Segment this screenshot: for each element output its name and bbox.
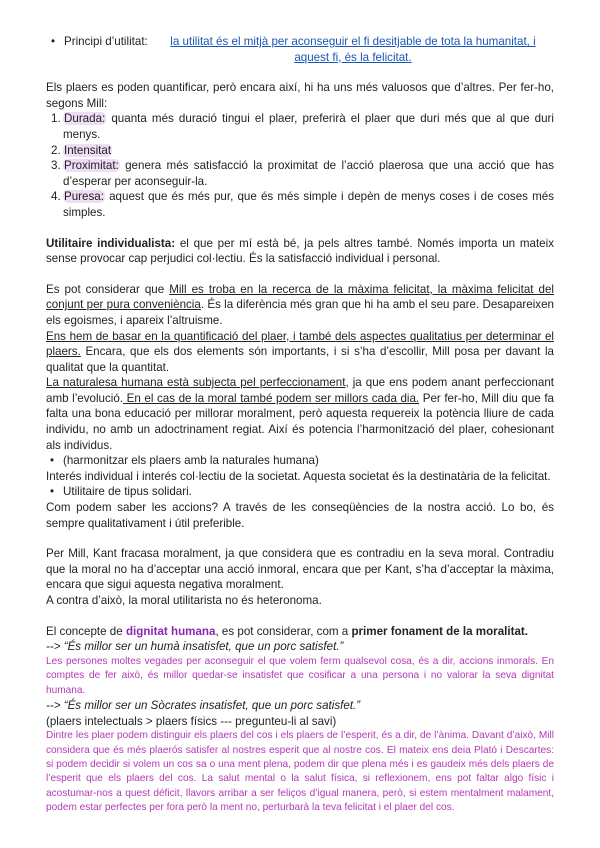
principi-utilitat-text: la utilitat és el mitjà per aconseguir el fi desitjable de tota la humanitat, i aquest fi, és la felicitat. — [170, 35, 536, 64]
text-run: Es pot considerar que — [46, 282, 170, 296]
underlined-text: La naturalesa humana està subjecta pel perfeccionament — [46, 376, 346, 390]
criteria-number: 4. — [51, 190, 61, 204]
quote-1: --> “És millor ser un humà insatisfet, que un porc satisfet.” — [46, 640, 344, 654]
criteria-item — [46, 111, 554, 142]
criteria-term: Proximitat: — [64, 159, 119, 173]
criteria-term: Durada: — [64, 112, 106, 126]
text-run: . És la diferència més gran que hi ha amb el seu pare. Desapareixen els egoismes, i apareix l’altruisme. — [46, 298, 555, 327]
bold-text: primer fonament de la moralitat. — [351, 624, 528, 638]
plaers-intro: Els plaers es poden quantificar, però encara així, hi ha uns més valuosos que d’altres. Per fer-ho, segons Mill: — [46, 81, 554, 110]
kant-paragraph: Per Mill, Kant fracasa moralment, ja que considera que es contradiu en la seva moral. Contradiu que la moral no ha d’acceptar una acció inmoral, encara que per Kant, s’ha d’acceptar la màxima, encara que sigui aquesta negativa moralment. — [46, 547, 554, 592]
mill-paragraph-3 — [46, 375, 554, 453]
mill-paragraph-2 — [46, 329, 554, 376]
accions-paragraph: Com podem saber les accions? A través de les conseqüències de la nostra acció. Lo bo, és sempre qualitativament i útil preferible. — [46, 501, 554, 530]
principi-utilitat-label: • Principi d’utilitat: — [64, 35, 148, 48]
text-run: , ja que ens podem anant perfeccionant amb l’evolució. — [46, 376, 554, 405]
solidari-bullet: • Utilitaire de tipus solidari. — [46, 484, 554, 500]
underlined-text: Mill es troba en la recerca de la màxima felicitat, la màxima felicitat del conjunt per pura conveniència — [46, 282, 554, 312]
quote-2: --> “És millor ser un Sòcrates insatisfet, que un porc satisfet.” — [46, 699, 361, 712]
criteria-number: 1. — [51, 112, 61, 126]
underlined-text: Ens hem de basar en la quantificació del plaer, i també dels aspectes qualitatius per determinar el plaers. — [46, 329, 554, 359]
plaers-comparison: (plaers intelectuals > plaers físics --- preguntеu-li al savi) — [46, 714, 337, 728]
heteronoma-line: A contra d’això, la moral utilitarista no és heteronoma. — [46, 594, 322, 607]
criteria-term: Intensitat — [64, 143, 112, 157]
interes-line: Interés individual i interés col·lectiu de la societat. Aquesta societat és la destinatària de la felicitat. — [46, 469, 551, 483]
criteria-item — [46, 158, 554, 189]
criteria-number: 3. — [51, 159, 61, 173]
underlined-text: En el cas de la moral també podem ser millors cada dia. — [123, 391, 420, 405]
mill-criteria-list — [46, 111, 554, 220]
harmonitzar-bullet: • (harmonitzar els plaers amb la naturales humana) — [46, 453, 554, 469]
text-run: Encara, que els dos elements són importants, i si s’ha d’escollir, Mill posa per davant la qualitat que la quantitat. — [46, 345, 554, 374]
document-page — [46, 34, 554, 816]
criteria-item — [46, 189, 554, 220]
dignitat-explanation-2: Dintre les plaer podem distinguir els plaers del cos i els plaers de l’esperit, és a dir, de l’ànima. Davant d’això, Mill considera que és més plaerós satisfer al nostres esperit que al nostre cos. El mateix ens deia Plató i Descartes: si podem decidir si volem un cos sa o una ment plena, podem dir que plena més i es gaudeix més dels plaers de l’esperit que els plaers del cos. La salut mental o la salut física, si reflexionem, ens pot faltar algo físic i acostumar-nos a quest déficit, llavors arribar a ser feliços d’igual manera, però, si estem mentalment malament, podem estar perfectes per fora però la ment no, perturbarà la teva felicitat i el plaer del cos. — [46, 730, 554, 814]
criteria-item — [46, 143, 554, 159]
principi-utilitat — [46, 34, 554, 65]
criteria-text: genera més satisfacció la proximitat de l’acció plaerosa que una acció que has d’esperar per aconseguir-la. — [63, 159, 554, 188]
text-run: Per fer-ho, Mill diu que fa falta una bona educació per millorar moralment, però aquesta requereix la potència lliure de cada individu, no amb un adoctrinament regiat. Així és potencia l’harmonització del plaer, cohesionant als individus. — [46, 391, 554, 452]
criteria-text: aquest que és més pur, que és més simple i depèn de menys coses i de coses més simples. — [63, 190, 554, 219]
utilitaire-paragraph — [46, 236, 554, 267]
criteria-text: quanta més duració tingui el plaer, preferirà el plaer que duri més que al que duri menys. — [63, 112, 554, 141]
dignitat-explanation-1: Les persones moltes vegades per aconseguir el que volem ferm qualsevol cosa, és a dir, accions inmorals. En comptes de fer això, és millor quedar-se insatisfet que cosificar a una persona i no valorar la seva dignitat humana. — [46, 655, 554, 696]
dignitat-term: dignitat humana — [125, 624, 216, 638]
criteria-term: Puresa: — [64, 190, 104, 204]
utilitaire-label: Utilitaire individualista: — [46, 236, 176, 250]
text-run: , es pot considerar, com a — [215, 624, 352, 638]
mill-paragraph-1 — [46, 282, 554, 329]
dignitat-heading — [46, 624, 554, 640]
criteria-number: 2. — [51, 143, 61, 157]
text-run: El concepte de — [46, 624, 126, 638]
utilitaire-text: el que per mí està bé, ja pels altres també. Només importa un mateix sense provocar cap perjudici col·lectiu. És la satisfacció individual i personal. — [46, 236, 554, 266]
